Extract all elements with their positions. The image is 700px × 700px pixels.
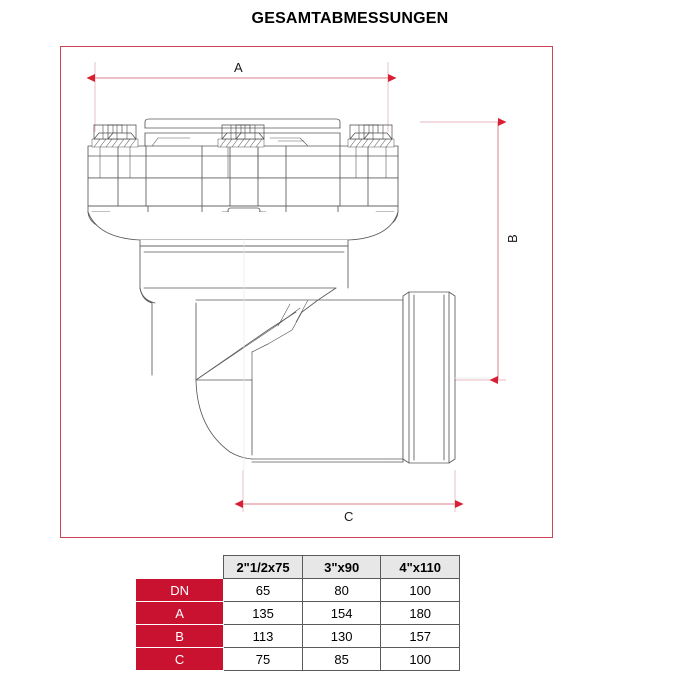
table-row bbox=[136, 602, 460, 625]
table-cell: 157 bbox=[381, 625, 460, 648]
table-cell: 65 bbox=[224, 579, 303, 602]
table-cell: 135 bbox=[224, 602, 303, 625]
dimension-label-c: C bbox=[344, 509, 354, 524]
spec-table-container bbox=[136, 555, 460, 671]
table-cell: 180 bbox=[381, 602, 460, 625]
table-header-row bbox=[136, 556, 460, 579]
row-label-dn: DN bbox=[136, 579, 224, 602]
table-corner-cell bbox=[136, 556, 224, 579]
table-col-header-0: 2"1/2x75 bbox=[224, 556, 303, 579]
dimension-label-b: B bbox=[505, 234, 520, 243]
row-label-b: B bbox=[136, 625, 224, 648]
table-cell: 80 bbox=[302, 579, 381, 602]
table-cell: 154 bbox=[302, 602, 381, 625]
table-row bbox=[136, 579, 460, 602]
table-col-header-2: 4"x110 bbox=[381, 556, 460, 579]
page-title: GESAMTABMESSUNGEN bbox=[251, 10, 449, 27]
row-label-a: A bbox=[136, 602, 224, 625]
table-col-header-1: 3"x90 bbox=[302, 556, 381, 579]
table-cell: 130 bbox=[302, 625, 381, 648]
drawing-frame bbox=[60, 46, 553, 538]
table-cell: 75 bbox=[224, 648, 303, 671]
table-row bbox=[136, 648, 460, 671]
table-cell: 113 bbox=[224, 625, 303, 648]
dimension-label-a: A bbox=[234, 60, 243, 75]
table-cell: 85 bbox=[302, 648, 381, 671]
table-cell: 100 bbox=[381, 579, 460, 602]
spec-table bbox=[136, 555, 460, 671]
row-label-c: C bbox=[136, 648, 224, 671]
table-cell: 100 bbox=[381, 648, 460, 671]
table-row bbox=[136, 625, 460, 648]
